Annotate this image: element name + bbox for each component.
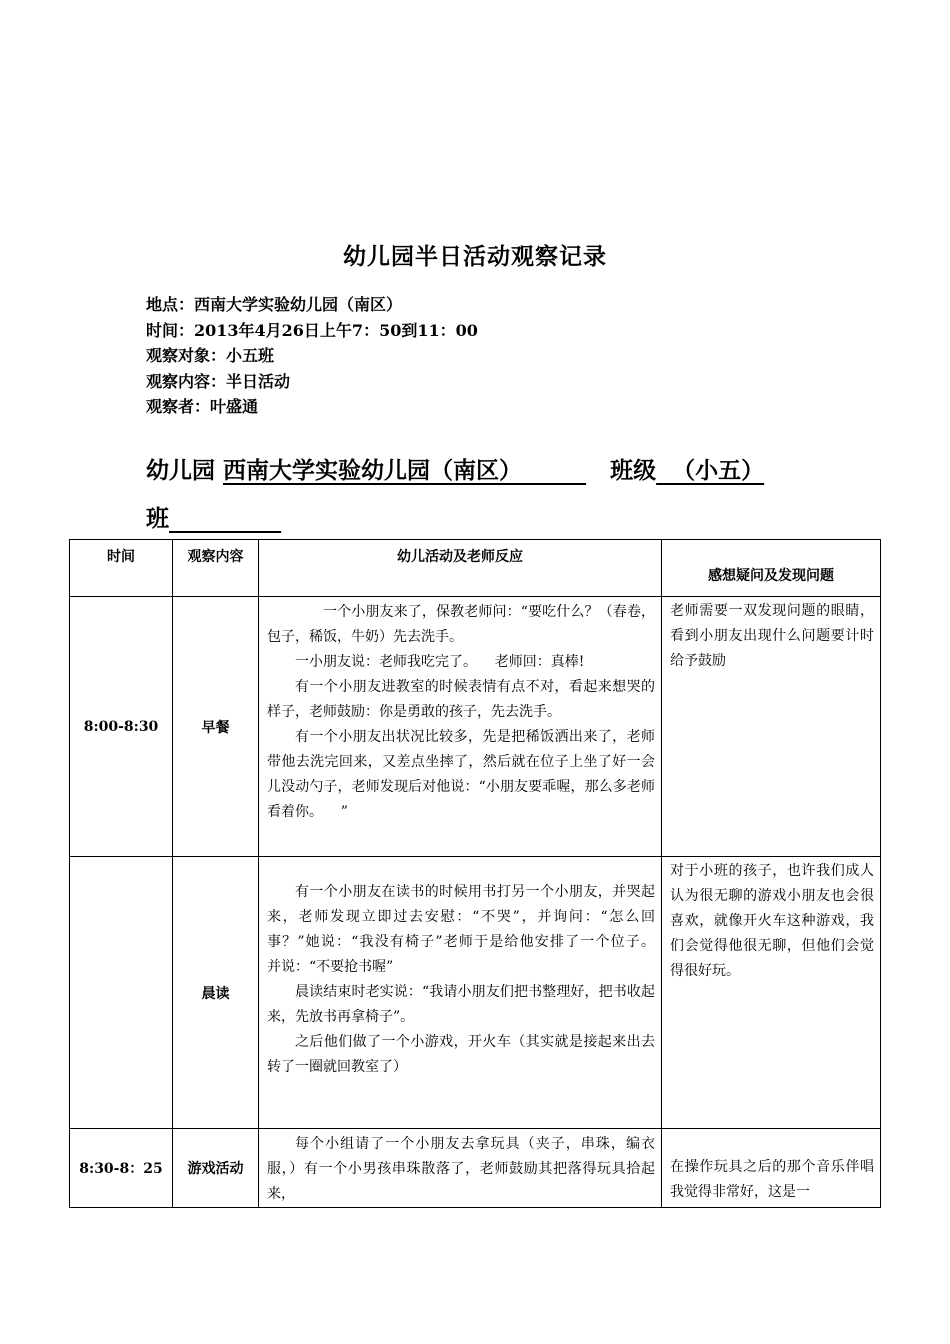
row-observe: 游戏活动 xyxy=(173,1129,259,1208)
kindergarten-label: 幼儿园 xyxy=(146,457,224,484)
activity-paragraph: 一小朋友说：老师我吃完了。 老师回：真棒! xyxy=(295,654,585,670)
document-title: 幼儿园半日活动观察记录 xyxy=(343,243,607,270)
row-time: 8:00-8:30 xyxy=(70,597,173,857)
row-time: 8:30-8：25 xyxy=(70,1129,173,1208)
reflection-paragraph: 老师需要一双发现问题的眼睛，看到小朋友出现什么问题要计时给予鼓励 xyxy=(670,603,874,669)
row-time xyxy=(70,857,173,1129)
info-block xyxy=(146,292,478,420)
header-observe: 观察内容 xyxy=(173,540,259,597)
table-row xyxy=(70,857,881,1129)
activity-paragraph: 有一个小朋友在读书的时候用书打另一个小朋友，并哭起来，老师发现立即过去安慰：“不哭”，并询问：“怎么回事？”她说：“我没有椅子”老师于是给他安排了一个位子。 并说：“不要抢书喔” xyxy=(267,884,673,975)
table-row xyxy=(70,1129,881,1208)
activity-paragraph: 之后他们做了一个小游戏，开火车（其实就是接起来出去转了一圈就回教室了） xyxy=(267,1034,655,1075)
class-heading-continuation xyxy=(146,500,281,533)
header-reflection: 感想疑问及发现问题 xyxy=(662,540,881,597)
observer-line: 观察者：叶盛通 xyxy=(146,397,259,416)
activity-paragraph: 每个小组请了一个小朋友去拿玩具（夹子，串珠，编衣服，）有一个小男孩串珠散落了，老师鼓励其把落得玩具拾起来， xyxy=(267,1136,655,1202)
row-activity xyxy=(259,857,673,1129)
row-observe: 晨读 xyxy=(173,857,259,1129)
row-reflection xyxy=(662,1129,881,1208)
class-label: 班级 xyxy=(610,457,657,484)
row-reflection xyxy=(662,857,881,1129)
observation-table xyxy=(69,539,881,1208)
class-value: （小五） xyxy=(656,457,765,484)
content-line: 观察内容：半日活动 xyxy=(146,371,291,391)
header-activity: 幼儿活动及老师反应 xyxy=(259,540,662,597)
header-time: 时间 xyxy=(70,540,173,597)
row-activity xyxy=(259,597,662,857)
row-reflection xyxy=(662,597,881,857)
location-line: 地点：西南大学实验幼儿园（南区） xyxy=(146,295,403,314)
row-observe: 早餐 xyxy=(173,597,259,857)
kindergarten-heading xyxy=(146,452,764,485)
time-line: 时间：2013年4月26日上午7：50到11：00 xyxy=(146,320,478,340)
class-suffix-blank xyxy=(169,505,281,532)
kindergarten-value: 西南大学实验幼儿园（南区） xyxy=(223,457,587,484)
activity-paragraph: 一个小朋友来了，保教老师问：“要吃什么？（春卷，包子，稀饭，牛奶）先去洗手。 xyxy=(267,604,655,645)
reflection-paragraph: 对于小班的孩子，也许我们成人认为很无聊的游戏小朋友也会很喜欢，就像开火车这种游戏，我们会觉得他很无聊，但他们会觉得很好玩。 xyxy=(670,863,874,979)
reflection-paragraph: 在操作玩具之后的那个音乐伴唱我觉得非常好，这是一 xyxy=(670,1159,874,1200)
row-activity xyxy=(259,1129,662,1208)
activity-paragraph: 晨读结束时老实说：“我请小朋友们把书整理好，把书收起来，先放书再拿椅子”。 xyxy=(267,984,655,1025)
activity-paragraph: 有一个小朋友出状况比较多，先是把稀饭洒出来了，老师带他去洗完回来，又差点坐摔了，然后就在位子上坐了好一会儿没动勺子，老师发现后对他说：“小朋友要乖喔，那么多老师看着你。 ” xyxy=(267,729,655,820)
class-suffix: 班 xyxy=(146,505,169,532)
table-row xyxy=(70,597,881,857)
table-header-row xyxy=(70,540,881,597)
activity-paragraph: 有一个小朋友进教室的时候表情有点不对，看起来想哭的样子，老师鼓励：你是勇敢的孩子，先去洗手。 xyxy=(267,679,655,720)
object-line: 观察对象：小五班 xyxy=(146,346,275,365)
